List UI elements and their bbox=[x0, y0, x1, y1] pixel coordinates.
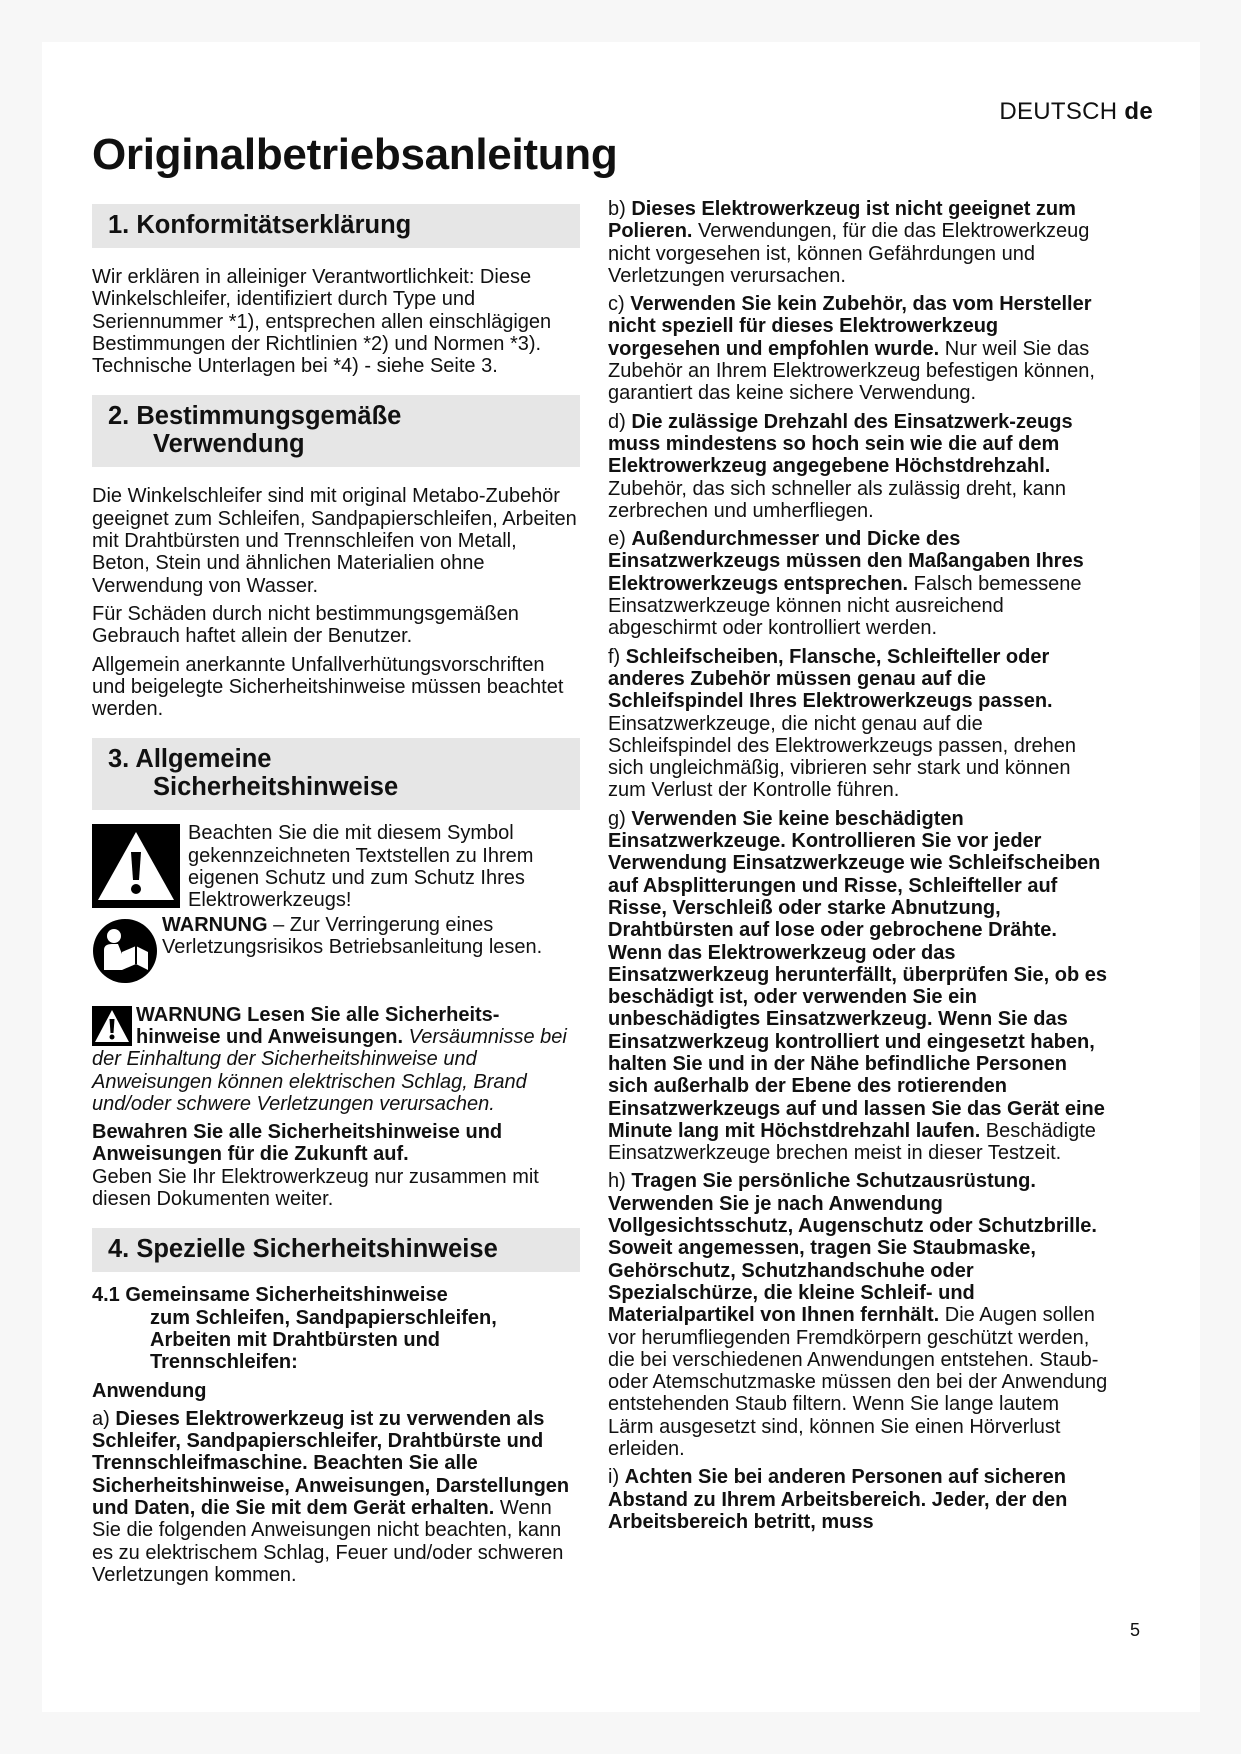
section-4-heading: 4. Spezielle Sicherheitshinweise bbox=[92, 1228, 580, 1272]
anwendung-heading: Anwendung bbox=[92, 1379, 207, 1402]
item-e: e) Außendurchmesser und Dicke des Einsatzwerkzeugs müssen den Maßangaben Ihres Elektrowerkzeugs entsprechen. Falsch bemessene Einsatzwerkzeuge können nicht ausreichend abgeschirmt oder kontrolliert werden. bbox=[608, 528, 1084, 640]
item-d: d) Die zulässige Drehzahl des Einsatzwerk-zeugs muss mindestens so hoch sein wie die auf dem Elektrowerkzeug angegebene Höchstdrehzahl. Zubehör, das sich schneller als zulässig dreht, kann zerbrechen und umherfliegen. bbox=[608, 410, 1073, 522]
language-code: de bbox=[1124, 98, 1153, 125]
general-warning: WARNUNG Lesen Sie alle Sicherheits-hinweise und Anweisungen. Versäumnisse bei der Einhaltung der Sicherheitshinweise und Anweisungen können elektrischen Schlag, Brand und/oder schwere Verletzungen verursachen. bbox=[92, 1003, 567, 1115]
item-g: g) Verwenden Sie keine beschädigten Einsatzwerkzeuge. Kontrollieren Sie vor jeder Verwendung Einsatzwerkzeuge wie Schleifscheiben auf Absplitterungen und Risse, Schleifteller auf Risse, Verschleiß oder starke Abnutzung, Drahtbürsten auf lose oder gebrochene Drähte. Wenn das Elektrowerkzeug oder das Einsatzwerkzeug herunterfällt, überprüfen Sie, ob es beschädigt ist, oder verwenden Sie ein unbeschädigtes Einsatzwerkzeug. Wenn Sie das Einsatzwerkzeug kontrolliert und eingesetzt haben, halten Sie und in der Nähe befindliche Personen sich außerhalb der Ebene des rotierenden Einsatzwerkzeugs auf und lassen Sie das Gerät eine Minute lang mit Höchstdrehzahl laufen. Beschädigte Einsatzwerkzeuge brechen meist in dieser Testzeit. bbox=[608, 807, 1107, 1165]
warning-triangle-small-icon bbox=[92, 1006, 132, 1046]
symbol-explanation bbox=[92, 822, 580, 911]
language-label: DEUTSCH de bbox=[999, 98, 1153, 125]
section-1-text: Wir erklären in alleiniger Verantwortlichkeit: Diese Winkelschleifer, identifiziert durch Type und Seriennummer *1), entsprechen allen einschlägigen Bestimmungen der Richtlinien *2) und Normen *3). Technische Unterlagen bei *4) - siehe Seite 3. bbox=[92, 266, 552, 378]
item-b: b) Dieses Elektrowerkzeug ist nicht geeignet zum Polieren. Verwendungen, für die das Elektrowerkzeug nicht vorgesehen ist, können Gefährdungen und Verletzungen verursachen. bbox=[608, 198, 1090, 287]
item-c: c) Verwenden Sie kein Zubehör, das vom Hersteller nicht speziell für dieses Elektrowerkzeug vorgesehen und empfohlen wurde. Nur weil Sie das Zubehör an Ihrem Elektrowerkzeug befestigen können, garantiert das keine sichere Verwendung. bbox=[608, 293, 1095, 405]
item-f: f) Schleifscheiben, Flansche, Schleifteller oder anderes Zubehör müssen genau auf die Schleifspindel Ihres Elektrowerkzeugs passen. Einsatzwerkzeuge, die nicht genau auf die Schleifspindel des Elektrowerkzeugs passen, drehen sich ungleichmäßig, vibrieren sehr stark und können zum Verlust der Kontrolle führen. bbox=[608, 645, 1077, 802]
page-number: 5 bbox=[1130, 1620, 1141, 1640]
read-manual-text: WARNUNG – Zur Verringerung eines Verletzungsrisikos Betriebsanleitung lesen. bbox=[162, 913, 543, 958]
section-2-paragraph-2: Für Schäden durch nicht bestimmungsgemäßen Gebrauch haftet allein der Benutzer. bbox=[92, 602, 519, 648]
section-1-heading: 1. Konformitätserklärung bbox=[92, 204, 580, 248]
item-h: h) Tragen Sie persönliche Schutzausrüstung. Verwenden Sie je nach Anwendung Vollgesichtsschutz, Augenschutz oder Schutzbrille. Soweit angemessen, tragen Sie Staubmaske, Gehörschutz, Schutzhandschuhe oder Spezialschürze, die kleine Schleif- und Materialpartikel von Ihnen fernhält. Die Augen sollen vor herumfliegenden Fremdkörpern geschützt werden, die bei verschiedenen Anwendungen entstehen. Staub- oder Atemschutzmaske müssen den bei der Anwendung entstehenden Staub filtern. Wenn Sie lange lautem Lärm ausgesetzt sind, können Sie einen Hörverlust erleiden. bbox=[608, 1170, 1108, 1461]
section-2-heading: 2. Bestimmungsgemäße Verwendung bbox=[92, 395, 580, 467]
read-manual-icon bbox=[92, 918, 158, 984]
warning-triangle-icon bbox=[92, 824, 180, 908]
section-2-paragraph-3: Allgemein anerkannte Unfallverhütungsvorschriften und beigelegte Sicherheitshinweise müssen beachtet werden. bbox=[92, 653, 564, 721]
document-title: Originalbetriebsanleitung bbox=[92, 130, 618, 179]
subsection-4-1-heading: 4.1 Gemeinsame Sicherheitshinweise zum Schleifen, Sandpapierschleifen, Arbeiten mit Drahtbürsten und Trennschleifen: bbox=[92, 1284, 497, 1374]
item-a: a) Dieses Elektrowerkzeug ist zu verwenden als Schleifer, Sandpapierschleifer, Drahtbürste und Trennschleifmaschine. Beachten Sie alle Sicherheitshinweise, Anweisungen, Darstellungen und Daten, die Sie mit dem Gerät erhalten. Wenn Sie die folgenden Anweisungen nicht beachten, kann es zu elektrischem Schlag, Feuer und/oder schweren Verletzungen kommen. bbox=[92, 1407, 570, 1586]
right-column bbox=[608, 198, 1108, 1533]
symbol-explanation-text: Beachten Sie die mit diesem Symbol gekennzeichneten Textstellen zu Ihrem eigenen Schutz und zum Schutz Ihres Elektrowerkzeugs! bbox=[188, 822, 534, 912]
section-2-paragraph-1: Die Winkelschleifer sind mit original Metabo-Zubehör geeignet zum Schleifen, Sandpapierschleifen, Arbeiten mit Drahtbürsten und Trennschleifen von Metall, Beton, Stein und ähnlichen Materialien ohne Verwendung von Wasser. bbox=[92, 485, 577, 597]
section-3-heading: 3. Allgemeine Sicherheitshinweise bbox=[92, 738, 580, 810]
left-column bbox=[92, 204, 580, 1586]
item-i: i) Achten Sie bei anderen Personen auf sicheren Abstand zu Ihrem Arbeitsbereich. Jeder, der den Arbeitsbereich betritt, muss bbox=[608, 1466, 1068, 1533]
keep-instructions: Bewahren Sie alle Sicherheitshinweise und Anweisungen für die Zukunft auf. Geben Sie Ihr Elektrowerkzeug nur zusammen mit diesen Dokumenten weiter. bbox=[92, 1121, 539, 1211]
read-manual-warning bbox=[92, 914, 580, 984]
